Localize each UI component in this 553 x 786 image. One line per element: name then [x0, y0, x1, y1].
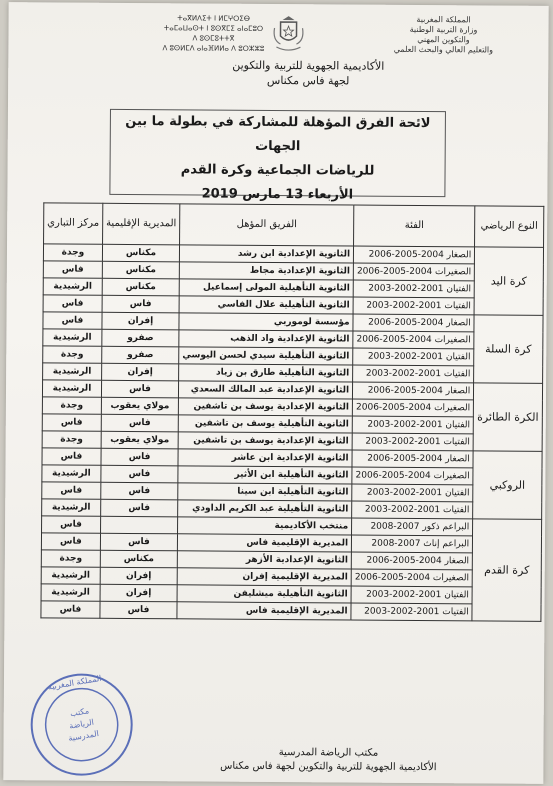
sport-cell: كرة القدم — [472, 519, 541, 621]
footer-academy: الأكاديمية الجهوية للتربية والتكوين لجهة فاس مكناس — [220, 760, 437, 774]
directorate-cell: إفران — [102, 312, 179, 330]
tifinagh-line: ⵜⴰⵎⴰⵡⴰⵙⵜ ⵏ ⵓⵙⴳⵎⵉ ⴰⵏⴰⵎⵓⵔ — [163, 24, 264, 33]
category-cell: الصغيرات 2004-2005-2006 — [351, 569, 472, 587]
directorate-cell: مكناس — [102, 278, 179, 296]
category-cell: الفتيان 2001-2002-2003 — [352, 484, 473, 502]
directorate-cell: فاس — [100, 601, 177, 619]
header-team: الفريق المؤهل — [180, 204, 354, 246]
center-cell: وجدة — [42, 431, 101, 448]
directorate-cell: مولاي يعقوب — [101, 397, 178, 415]
directorate-cell: مولاي يعقوب — [101, 431, 178, 449]
stamp-inner-text: الرياضة — [68, 717, 95, 731]
stamp-inner-text: المدرسية — [67, 728, 100, 743]
signature-block — [163, 745, 493, 775]
category-cell: الصغيرات 2004-2005-2006 — [353, 263, 474, 281]
team-cell: منتخب الأكاديمية — [178, 517, 352, 535]
center-cell: فاس — [42, 414, 101, 431]
header-directorate: المديرية الإقليمية — [102, 203, 180, 245]
team-cell: الثانوية الإعدادية ابن عاشر — [178, 449, 352, 467]
team-cell: المديرية الإقليمية فاس — [178, 534, 352, 552]
team-cell: الثانوية التأهيلية طارق بن زياد — [179, 364, 353, 382]
directorate-cell: إفران — [100, 567, 177, 585]
directorate-cell: مكناس — [100, 550, 177, 568]
ministry-line: والتكوين المهني — [417, 34, 470, 45]
category-cell: الفتيان 2001-2002-2003 — [353, 348, 474, 366]
tifinagh-header — [148, 13, 278, 54]
center-cell: وجدة — [43, 346, 102, 363]
team-cell: الثانوية التأهيلية ابن الأثير — [178, 466, 352, 484]
team-cell: الثانوية الإعدادية مجاط — [179, 262, 353, 280]
directorate-cell: فاس — [101, 380, 178, 398]
footer-office: مكتب الرياضة المدرسية — [278, 747, 379, 759]
header-category: الفئة — [354, 205, 475, 247]
directorate-cell: إفران — [101, 363, 178, 381]
qualified-teams-table — [40, 202, 544, 621]
team-cell: الثانوية التأهيلية عبد الكريم الداودي — [178, 500, 352, 518]
sport-cell: الروكبي — [473, 451, 542, 519]
tifinagh-line: ⴷ ⵓⵙⵎⵓⵜⵜⴳ — [192, 34, 235, 43]
team-cell: المديرية الإقليمية فاس — [177, 602, 351, 620]
title-line-2: للرياضات الجماعية وكرة القدم — [180, 162, 375, 179]
category-cell: الصغار 2004-2005-2006 — [351, 552, 472, 570]
category-cell: الصغار 2004-2005-2006 — [353, 382, 474, 400]
directorate-cell: فاس — [100, 533, 177, 551]
center-cell: الرشيدية — [42, 465, 101, 482]
center-cell: الرشيدية — [43, 278, 102, 295]
team-cell: مؤسسة لوموريي — [179, 313, 353, 331]
directorate-cell: فاس — [101, 448, 178, 466]
table-body — [41, 244, 543, 621]
directorate-cell: إفران — [100, 584, 177, 602]
title-date: الأربعاء 13 مارس 2019 — [201, 186, 354, 203]
directorate-cell — [100, 516, 177, 534]
center-cell: فاس — [42, 482, 101, 499]
sport-cell: كرة السلة — [474, 315, 543, 383]
table-row — [41, 601, 541, 621]
category-cell: الصغيرات 2004-2005-2006 — [352, 467, 473, 485]
header-sport: النوع الرياضي — [475, 206, 544, 247]
center-cell: الرشيدية — [43, 329, 102, 346]
stamp-ring-text: المملكة المغربية — [47, 673, 103, 692]
directorate-cell: فاس — [102, 295, 179, 313]
team-cell: الثانوية التأهيلية ابن سينا — [178, 483, 352, 501]
ministry-line: والتعليم العالي والبحث العلمي — [393, 44, 494, 55]
category-cell: البراعم ذكور 2007-2008 — [352, 518, 473, 536]
team-cell: الثانوية التأهيلية علال الفاسي — [179, 296, 353, 314]
center-cell: الرشيدية — [41, 567, 100, 584]
category-cell: البراعم إناث 2007-2008 — [352, 535, 473, 553]
center-cell: فاس — [43, 261, 102, 278]
category-cell: الفتيات 2001-2002-2003 — [352, 433, 473, 451]
team-cell: الثانوية التأهيلية ميشليفن — [177, 585, 351, 603]
directorate-cell: فاس — [101, 414, 178, 432]
center-cell: فاس — [42, 516, 101, 533]
directorate-cell: مكناس — [102, 244, 179, 262]
center-cell: فاس — [41, 601, 100, 618]
title-line-1: لائحة الفرق المؤهلة للمشاركة في بطولة ما بين الجهات — [125, 113, 431, 155]
category-cell: الفتيات 2001-2002-2003 — [353, 297, 474, 315]
team-cell: الثانوية التأهيلية المولى إسماعيل — [179, 279, 353, 297]
team-cell: الثانوية الإعدادية واد الذهب — [179, 330, 353, 348]
category-cell: الصغار 2004-2005-2006 — [353, 314, 474, 332]
directorate-cell: فاس — [101, 465, 178, 483]
category-cell: الصغيرات 2004-2005-2006 — [352, 399, 473, 417]
category-cell: الصغيرات 2004-2005-2006 — [353, 331, 474, 349]
directorate-cell: صفرو — [102, 329, 179, 347]
header-center: مركز التباري — [44, 203, 103, 244]
team-cell: الثانوية الإعدادية يوسف بن تاشفين — [178, 432, 352, 450]
team-cell: الثانوية التأهيلية سيدي لحسن اليوسي — [179, 347, 353, 365]
tifinagh-line: ⵜⴰⴳⵍⴷⵉⵜ ⵏ ⵍⵎⵖⵔⵉⴱ — [177, 14, 250, 23]
category-cell: الصغار 2004-2005-2006 — [352, 450, 473, 468]
center-cell: وجدة — [42, 397, 101, 414]
category-cell: الصغار 2004-2005-2006 — [354, 246, 475, 264]
team-cell: الثانوية الإعدادية عبد المالك السعدي — [179, 381, 353, 399]
center-cell: وجدة — [41, 550, 100, 567]
ministry-line: المملكة المغربية — [416, 14, 471, 25]
sport-cell: كرة اليد — [474, 247, 543, 315]
document-page — [3, 2, 548, 784]
team-cell: المديرية الإقليمية إفران — [177, 568, 351, 586]
stamp-inner-text: مكتب — [69, 706, 90, 719]
ministry-header — [368, 15, 518, 56]
team-cell: الثانوية الإعدادية الأزهر — [177, 551, 351, 569]
directorate-cell: فاس — [101, 499, 178, 517]
category-cell: الفتيان 2001-2002-2003 — [352, 416, 473, 434]
directorate-cell: مكناس — [102, 261, 179, 279]
sport-cell: الكرة الطائرة — [473, 383, 542, 451]
center-cell: الرشيدية — [43, 363, 102, 380]
academy-line: الأكاديمية الجهوية للتربية والتكوين — [232, 58, 385, 73]
tifinagh-line: ⴷ ⵓⵙⵍⵎⴷ ⴰⵏⴰⴼⵍⵍⴰ ⴷ ⵓⵔⵣⵣⵓ — [162, 44, 265, 53]
document-title-box — [109, 109, 446, 203]
directorate-cell: صفرو — [102, 346, 179, 364]
category-cell: الفتيان 2001-2002-2003 — [353, 280, 474, 298]
center-cell: الرشيدية — [42, 499, 101, 516]
center-cell: فاس — [43, 295, 102, 312]
category-cell: الفتيات 2001-2002-2003 — [352, 501, 473, 519]
academy-line: لجهة فاس مكناس — [266, 73, 350, 88]
team-cell: الثانوية التأهيلية يوسف بن تاشفين — [178, 415, 352, 433]
team-cell: الثانوية الإعدادية يوسف بن تاشفين — [178, 398, 352, 416]
team-cell: الثانوية الإعدادية ابن رشد — [180, 245, 354, 263]
ministry-line: وزارة التربية الوطنية — [409, 24, 478, 35]
center-cell: فاس — [43, 312, 102, 329]
center-cell: الرشيدية — [42, 380, 101, 397]
category-cell: الفتيان 2001-2002-2003 — [351, 586, 472, 604]
table-header-row — [44, 203, 544, 247]
category-cell: الفتيات 2001-2002-2003 — [351, 603, 472, 621]
center-cell: فاس — [42, 448, 101, 465]
directorate-cell: فاس — [101, 482, 178, 500]
category-cell: الفتيات 2001-2002-2003 — [353, 365, 474, 383]
center-cell: وجدة — [43, 244, 102, 261]
academy-header — [158, 57, 458, 89]
center-cell: فاس — [41, 533, 100, 550]
official-stamp — [27, 670, 136, 779]
center-cell: الرشيدية — [41, 584, 100, 601]
